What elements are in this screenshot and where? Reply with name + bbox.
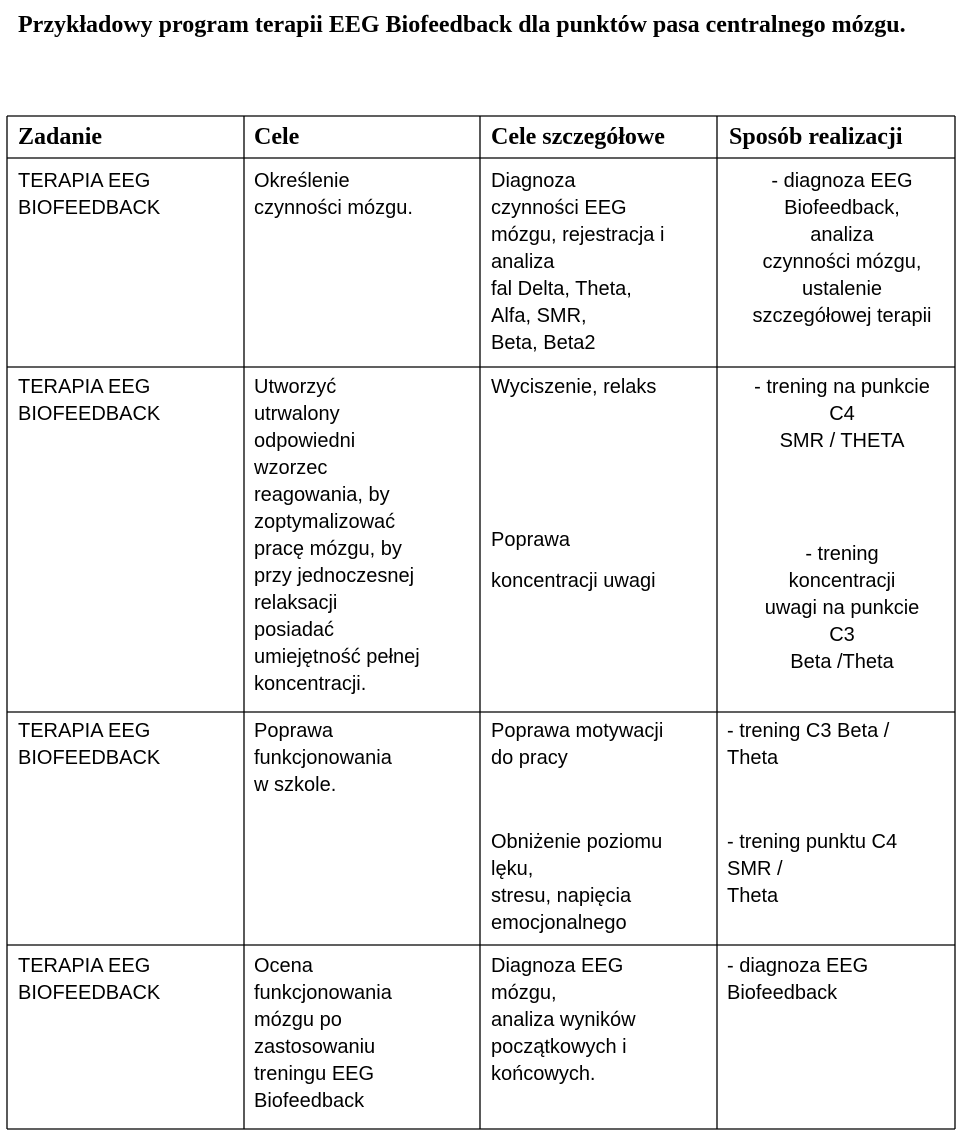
row2-cele-szczegolowe-a: Wyciszenie, relaks [491, 376, 657, 398]
row2-cele-szczegolowe-c: koncentracji uwagi [491, 570, 656, 592]
row1-cele: Określenie czynności mózgu. [254, 170, 413, 219]
row3-sposob-realizacji: - trening C3 Beta / Theta [727, 720, 890, 769]
header-zadanie: Zadanie [18, 124, 103, 150]
row2-sposob-realizacji-b: - trening koncentracji uwagi na punkcie C3 Beta /Theta [764, 543, 920, 673]
row2-cele: Utworzyć utrwalony odpowiedni wzorzec reagowania, by zoptymalizować pracę mózgu, by przy jednoczesnej relaksacji posiadać umiejętność pełnej koncentracji. [254, 376, 420, 695]
row1-cele-szczegolowe: Diagnoza czynności EEG mózgu, rejestracja i analiza fal Delta, Theta, Alfa, SMR, Beta, Beta2 [491, 170, 665, 354]
row5-sposob-realizacji: - diagnoza EEG Biofeedback [727, 955, 869, 1004]
row2-cele-szczegolowe-b: Poprawa [491, 529, 570, 551]
row4-sposob-realizacji: - trening punktu C4 SMR / Theta [727, 831, 898, 907]
row4-cele-szczegolowe: Obniżenie poziomu lęku, stresu, napięcia emocjonalnego [491, 831, 663, 934]
header-cele-szczegolowe: Cele szczegółowe [491, 124, 665, 150]
header-sposob-realizacji: Sposób realizacji [729, 124, 903, 150]
row5-cele: Ocena funkcjonowania mózgu po zastosowaniu treningu EEG Biofeedback [254, 955, 392, 1112]
document-title: Przykładowy program terapii EEG Biofeedback dla punktów pasa centralnego mózgu. [18, 12, 906, 38]
row5-zadanie: TERAPIA EEG BIOFEEDBACK [18, 955, 161, 1004]
row5-cele-szczegolowe: Diagnoza EEG mózgu, analiza wyników początkowych i końcowych. [491, 955, 636, 1085]
row2-zadanie: TERAPIA EEG BIOFEEDBACK [18, 376, 161, 425]
header-cele: Cele [254, 124, 300, 150]
row1-zadanie: TERAPIA EEG BIOFEEDBACK [18, 170, 161, 219]
row2-sposob-realizacji-a: - trening na punkcie C4 SMR / THETA [754, 376, 930, 452]
row3-zadanie: TERAPIA EEG BIOFEEDBACK [18, 720, 161, 769]
row3-cele: Poprawa funkcjonowania w szkole. [254, 720, 392, 796]
row3-cele-szczegolowe: Poprawa motywacji do pracy [491, 720, 664, 769]
row1-sposob-realizacji: - diagnoza EEG Biofeedback, analiza czynności mózgu, ustalenie szczegółowej terapii [752, 170, 932, 327]
